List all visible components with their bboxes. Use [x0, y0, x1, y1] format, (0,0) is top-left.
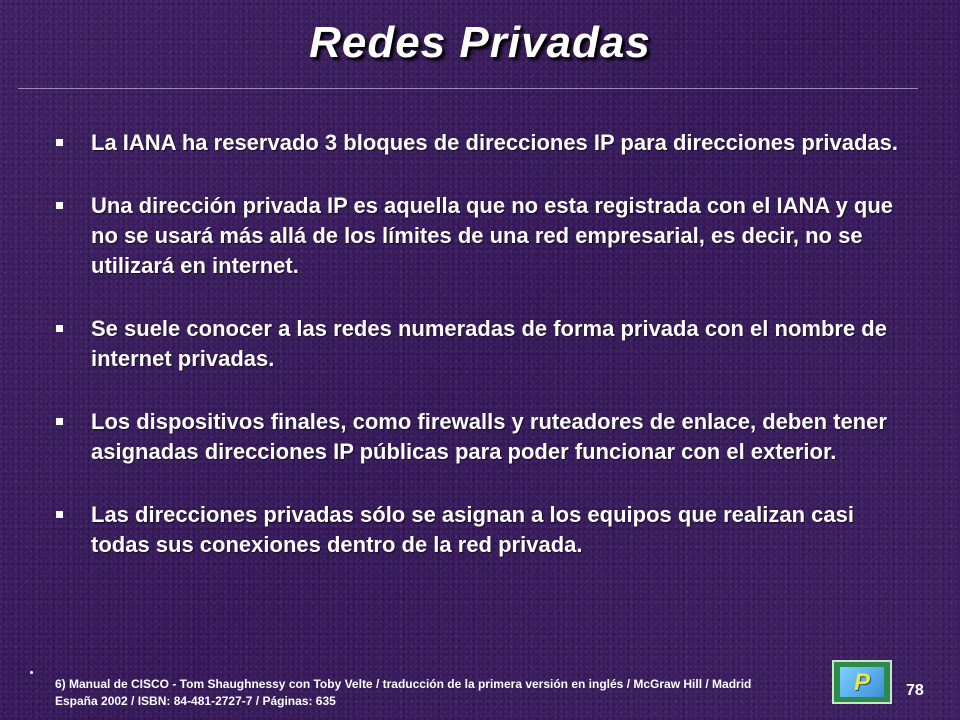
slide-title: Redes Privadas [309, 18, 651, 67]
bullet-text: Los dispositivos finales, como firewalls y ruteadores de enlace, deben tener asignadas direcciones IP públicas para poder funcionar con el exterior. [91, 409, 887, 464]
square-bullet-icon [56, 139, 63, 146]
square-bullet-icon [56, 325, 63, 332]
square-bullet-icon [56, 511, 63, 518]
page-number: 78 [906, 682, 924, 699]
bullet-text: Una dirección privada IP es aquella que no esta registrada con el IANA y que no se usará más allá de los límites de una red empresarial, es decir, no se utilizará en internet. [91, 193, 894, 278]
bullet-item [56, 128, 906, 158]
bullet-text: Las direcciones privadas sólo se asignan a los equipos que realizan casi todas sus conexiones dentro de la red privada. [91, 502, 854, 557]
navigation-logo-icon[interactable] [832, 660, 892, 704]
bullet-text: La IANA ha reservado 3 bloques de direcciones IP para direcciones privadas. [91, 130, 898, 155]
bullet-item [56, 500, 906, 560]
title-divider [18, 88, 918, 89]
square-bullet-icon [56, 202, 63, 209]
logo-panel [840, 667, 884, 697]
bullet-item [56, 407, 906, 467]
bullet-item [56, 314, 906, 374]
bullet-list [56, 128, 906, 593]
reference-citation: 6) Manual de CISCO - Tom Shaughnessy con Toby Velte / traducción de la primera versión en inglés / McGraw Hill / Madrid España 2002 / ISBN: 84-481-2727-7 / Páginas: 635 [55, 677, 752, 708]
bullet-text: Se suele conocer a las redes numeradas de forma privada con el nombre de internet privadas. [91, 316, 887, 371]
reference-bullet-icon [30, 671, 33, 674]
square-bullet-icon [56, 418, 63, 425]
logo-glyph: P [854, 669, 871, 696]
bullet-item [56, 191, 906, 281]
